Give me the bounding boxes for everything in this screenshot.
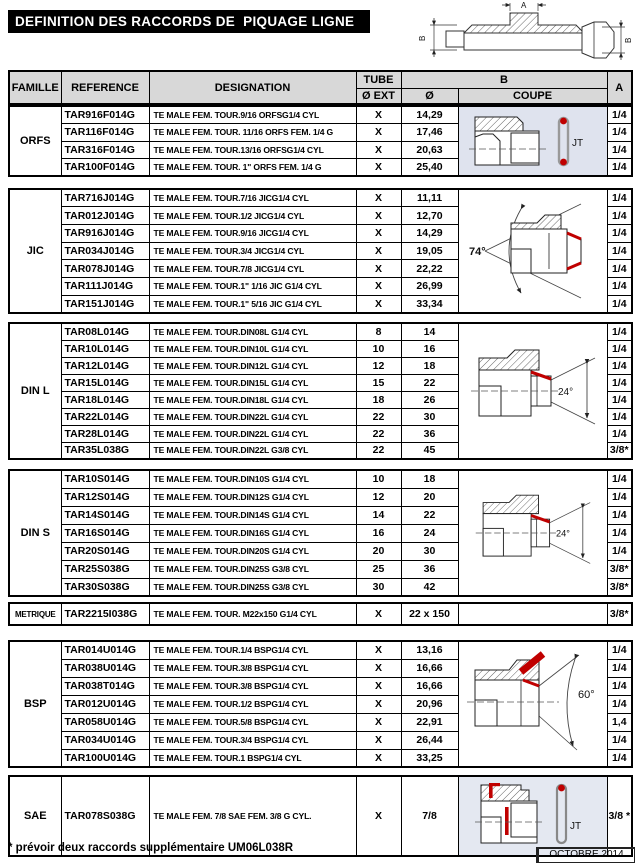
- reference-cell: TAR12L014G: [61, 357, 149, 374]
- seal-label: JT: [569, 821, 581, 832]
- col-header-designation: DESIGNATION: [149, 71, 356, 104]
- diameter-cell: 42: [401, 578, 458, 596]
- col-header-tube-ext: Ø EXT: [356, 88, 401, 104]
- col-header-reference: REFERENCE: [61, 71, 149, 104]
- a-cell: 1/4: [607, 260, 632, 278]
- diameter-cell: 20,96: [401, 695, 458, 713]
- diameter-cell: 22 x 150: [401, 603, 458, 625]
- diameter-cell: 36: [401, 425, 458, 442]
- tube-cell: X: [356, 641, 401, 659]
- reference-cell: TAR012U014G: [61, 695, 149, 713]
- tube-cell: X: [356, 242, 401, 260]
- tube-cell: 25: [356, 560, 401, 578]
- reference-cell: TAR10L014G: [61, 340, 149, 357]
- family-label-sae: SAE: [9, 776, 61, 856]
- tube-cell: X: [356, 260, 401, 278]
- tube-cell: 16: [356, 524, 401, 542]
- diameter-cell: 25,40: [401, 159, 458, 177]
- designation-cell: TE MALE FEM. TOUR.7/16 JICG1/4 CYL: [149, 189, 356, 207]
- reference-cell: TAR916F014G: [61, 106, 149, 124]
- a-cell: 1/4: [607, 323, 632, 340]
- diameter-cell: 18: [401, 357, 458, 374]
- designation-cell: TE MALE FEM. TOUR.DIN10L G1/4 CYL: [149, 340, 356, 357]
- tube-cell: 10: [356, 340, 401, 357]
- designation-cell: TE MALE FEM. TOUR.3/4 JICG1/4 CYL: [149, 242, 356, 260]
- tube-cell: X: [356, 776, 401, 856]
- tee-fitting-drawing: [417, 1, 637, 69]
- diameter-cell: 26,99: [401, 278, 458, 296]
- reference-cell: TAR316F014G: [61, 141, 149, 159]
- designation-cell: TE MALE FEM. TOUR.1" 1/16 JIC G1/4 CYL: [149, 278, 356, 296]
- a-cell: 3/8*: [607, 560, 632, 578]
- tube-cell: X: [356, 124, 401, 142]
- diameter-cell: 13,16: [401, 641, 458, 659]
- reference-cell: TAR100U014G: [61, 749, 149, 767]
- reference-cell: TAR16S014G: [61, 524, 149, 542]
- reference-cell: TAR28L014G: [61, 425, 149, 442]
- designation-cell: TE MALE FEM. TOUR.DIN15L G1/4 CYL: [149, 374, 356, 391]
- diameter-cell: 12,70: [401, 207, 458, 225]
- diameter-cell: 14,29: [401, 106, 458, 124]
- sae-coupe-drawing: [467, 779, 599, 853]
- designation-cell: TE MALE FEM. TOUR. 11/16 ORFS FEM. 1/4 G: [149, 124, 356, 142]
- designation-cell: TE MALE FEM. TOUR.DIN16S G1/4 CYL: [149, 524, 356, 542]
- diameter-cell: 45: [401, 442, 458, 459]
- footnote-text: * prévoir deux raccords supplémentaire: [8, 842, 228, 854]
- diameter-cell: 26: [401, 391, 458, 408]
- bsp-coupe-drawing: [459, 644, 606, 764]
- tube-cell: 8: [356, 323, 401, 340]
- footnote-reference-code: UM06L038R: [227, 842, 294, 854]
- diameter-cell: 22,91: [401, 713, 458, 731]
- o-ring-seal-icon: [557, 785, 566, 843]
- diameter-cell: 18: [401, 470, 458, 488]
- family-label-metrique: METRIQUE: [9, 603, 61, 625]
- table-row: [9, 641, 632, 659]
- designation-cell: TE MALE FEM. TOUR.DIN22L G1/4 CYL: [149, 425, 356, 442]
- reference-cell: TAR20S014G: [61, 542, 149, 560]
- a-cell: 1/4: [607, 141, 632, 159]
- col-header-b-diam: Ø: [401, 88, 458, 104]
- reference-cell: TAR916J014G: [61, 224, 149, 242]
- a-cell: 1/4: [607, 224, 632, 242]
- reference-cell: TAR100F014G: [61, 159, 149, 177]
- tube-cell: X: [356, 141, 401, 159]
- a-cell: 1/4: [607, 391, 632, 408]
- cone-angle-label: 60°: [578, 689, 595, 701]
- a-cell: 1/4: [607, 506, 632, 524]
- table-row: [9, 323, 632, 340]
- a-cell: 1/4: [607, 749, 632, 767]
- diameter-cell: 30: [401, 542, 458, 560]
- reference-cell: TAR034J014G: [61, 242, 149, 260]
- diameter-cell: 16,66: [401, 659, 458, 677]
- a-cell: 3/8*: [607, 578, 632, 596]
- tube-cell: 14: [356, 506, 401, 524]
- col-header-famille: FAMILLE: [9, 71, 61, 104]
- reference-cell: TAR111J014G: [61, 278, 149, 296]
- a-cell: 1/4: [607, 641, 632, 659]
- table-header: [8, 70, 633, 105]
- designation-cell: TE MALE FEM. TOUR.3/8 BSPG1/4 CYL: [149, 677, 356, 695]
- diameter-cell: 19,05: [401, 242, 458, 260]
- header-row-1: [9, 71, 632, 88]
- reference-cell: TAR18L014G: [61, 391, 149, 408]
- col-header-b: B: [401, 71, 607, 88]
- reference-cell: TAR716J014G: [61, 189, 149, 207]
- a-cell: 3/8*: [607, 442, 632, 459]
- a-cell: 1/4: [607, 488, 632, 506]
- family-label-din-s: DIN S: [9, 470, 61, 596]
- reference-cell: TAR078S038G: [61, 776, 149, 856]
- tube-cell: X: [356, 731, 401, 749]
- coupe-cell-metrique: [458, 603, 607, 625]
- table-row: [9, 106, 632, 124]
- a-cell: 1/4: [607, 278, 632, 296]
- designation-cell: TE MALE FEM. TOUR.1/2 BSPG1/4 CYL: [149, 695, 356, 713]
- tube-cell: X: [356, 207, 401, 225]
- diameter-cell: 22,22: [401, 260, 458, 278]
- section-orfs: [8, 105, 633, 177]
- designation-cell: TE MALE FEM. TOUR.DIN25S G3/8 CYL: [149, 560, 356, 578]
- diameter-cell: 20: [401, 488, 458, 506]
- diameter-cell: 22: [401, 506, 458, 524]
- tube-cell: 20: [356, 542, 401, 560]
- dim-b-left-label: B: [418, 35, 427, 41]
- a-cell: 3/8 *: [607, 776, 632, 856]
- designation-cell: TE MALE FEM. TOUR.13/16 ORFSG1/4 CYL: [149, 141, 356, 159]
- diameter-cell: 11,11: [401, 189, 458, 207]
- diameter-cell: 14: [401, 323, 458, 340]
- designation-cell: TE MALE FEM. TOUR.DIN22L G3/8 CYL: [149, 442, 356, 459]
- section-jic: [8, 188, 633, 314]
- page-title: DEFINITION DES RACCORDS DE PIQUAGE LIGNE: [8, 10, 370, 33]
- section-metrique: [8, 602, 633, 626]
- section-din-s: [8, 469, 633, 597]
- tube-cell: 22: [356, 425, 401, 442]
- family-label-jic: JIC: [9, 189, 61, 313]
- diameter-cell: 24: [401, 524, 458, 542]
- reference-cell: TAR014U014G: [61, 641, 149, 659]
- diameter-cell: 26,44: [401, 731, 458, 749]
- coupe-cell-bsp: [458, 641, 607, 767]
- reference-cell: TAR151J014G: [61, 295, 149, 313]
- designation-cell: TE MALE FEM. TOUR.1 BSPG1/4 CYL: [149, 749, 356, 767]
- reference-cell: TAR2215I038G: [61, 603, 149, 625]
- diameter-cell: 36: [401, 560, 458, 578]
- designation-cell: TE MALE FEM. TOUR.DIN18L G1/4 CYL: [149, 391, 356, 408]
- reference-cell: TAR15L014G: [61, 374, 149, 391]
- reference-cell: TAR116F014G: [61, 124, 149, 142]
- designation-cell: TE MALE FEM. TOUR.DIN10S G1/4 CYL: [149, 470, 356, 488]
- a-cell: 1/4: [607, 677, 632, 695]
- reference-cell: TAR12S014G: [61, 488, 149, 506]
- col-header-tube: TUBE: [356, 71, 401, 88]
- tube-cell: X: [356, 159, 401, 177]
- designation-cell: TE MALE FEM. TOUR.DIN12L G1/4 CYL: [149, 357, 356, 374]
- designation-cell: TE MALE FEM. TOUR. M22x150 G1/4 CYL: [149, 603, 356, 625]
- diameter-cell: 16,66: [401, 677, 458, 695]
- a-cell: 1/4: [607, 695, 632, 713]
- tube-cell: 18: [356, 391, 401, 408]
- reference-cell: TAR078J014G: [61, 260, 149, 278]
- orfs-coupe-drawing: [459, 109, 606, 173]
- designation-cell: TE MALE FEM. TOUR.1" 5/16 JIC G1/4 CYL: [149, 295, 356, 313]
- a-cell: 3/8*: [607, 603, 632, 625]
- a-cell: 1/4: [607, 524, 632, 542]
- designation-cell: TE MALE FEM. TOUR.5/8 BSPG1/4 CYL: [149, 713, 356, 731]
- diameter-cell: 14,29: [401, 224, 458, 242]
- a-cell: 1/4: [607, 425, 632, 442]
- raccords-table: [8, 70, 631, 863]
- footnote: [8, 842, 293, 854]
- reference-cell: TAR038T014G: [61, 677, 149, 695]
- tube-cell: 15: [356, 374, 401, 391]
- din-coupe-drawing: [459, 473, 606, 593]
- a-cell: 1/4: [607, 207, 632, 225]
- tee-fitting-diagram: [417, 1, 637, 69]
- cone-angle-label: 24°: [556, 528, 570, 539]
- a-cell: 1/4: [607, 340, 632, 357]
- tube-cell: X: [356, 189, 401, 207]
- dim-b-right-label: B: [624, 37, 633, 43]
- designation-cell: TE MALE FEM. TOUR.DIN14S G1/4 CYL: [149, 506, 356, 524]
- diameter-cell: 33,25: [401, 749, 458, 767]
- reference-cell: TAR034U014G: [61, 731, 149, 749]
- a-cell: 1/4: [607, 242, 632, 260]
- reference-cell: TAR35L038G: [61, 442, 149, 459]
- diameter-cell: 22: [401, 374, 458, 391]
- designation-cell: TE MALE FEM. TOUR.DIN25S G3/8 CYL: [149, 578, 356, 596]
- diameter-cell: 30: [401, 408, 458, 425]
- tube-cell: 30: [356, 578, 401, 596]
- a-cell: 1/4: [607, 470, 632, 488]
- family-label-bsp: BSP: [9, 641, 61, 767]
- a-cell: 1/4: [607, 159, 632, 177]
- col-header-a: A: [607, 71, 632, 104]
- coupe-cell-sae: [458, 776, 607, 856]
- a-cell: 1/4: [607, 659, 632, 677]
- reference-cell: TAR058U014G: [61, 713, 149, 731]
- diameter-cell: 7/8: [401, 776, 458, 856]
- reference-cell: TAR30S038G: [61, 578, 149, 596]
- designation-cell: TE MALE FEM. TOUR.DIN20S G1/4 CYL: [149, 542, 356, 560]
- a-cell: 1/4: [607, 106, 632, 124]
- tube-cell: X: [356, 278, 401, 296]
- cone-angle-label: 74°: [469, 246, 486, 258]
- coupe-cell-din-s: [458, 470, 607, 596]
- din-coupe-drawing: [459, 326, 606, 456]
- diameter-cell: 33,34: [401, 295, 458, 313]
- cone-angle-label: 24°: [558, 387, 574, 398]
- diameter-cell: 17,46: [401, 124, 458, 142]
- designation-cell: TE MALE FEM. TOUR.1/2 JICG1/4 CYL: [149, 207, 356, 225]
- a-cell: 1/4: [607, 731, 632, 749]
- designation-cell: TE MALE FEM. TOUR.7/8 JICG1/4 CYL: [149, 260, 356, 278]
- designation-cell: TE MALE FEM. TOUR.DIN22L G1/4 CYL: [149, 408, 356, 425]
- tube-cell: X: [356, 603, 401, 625]
- a-cell: 1/4: [607, 124, 632, 142]
- table-sections: [8, 105, 631, 857]
- coupe-cell-din-l: [458, 323, 607, 459]
- coupe-cell-orfs: [458, 106, 607, 176]
- o-ring-seal-icon: [559, 118, 568, 165]
- diameter-cell: 20,63: [401, 141, 458, 159]
- tube-cell: X: [356, 106, 401, 124]
- tube-cell: X: [356, 224, 401, 242]
- designation-cell: TE MALE FEM. TOUR.1/4 BSPG1/4 CYL: [149, 641, 356, 659]
- designation-cell: TE MALE FEM. 7/8 SAE FEM. 3/8 G CYL.: [149, 776, 356, 856]
- tube-cell: X: [356, 713, 401, 731]
- reference-cell: TAR012J014G: [61, 207, 149, 225]
- tube-cell: X: [356, 677, 401, 695]
- col-header-b-coupe: COUPE: [458, 88, 607, 104]
- reference-cell: TAR22L014G: [61, 408, 149, 425]
- a-cell: 1/4: [607, 189, 632, 207]
- family-label-din-l: DIN L: [9, 323, 61, 459]
- reference-cell: TAR25S038G: [61, 560, 149, 578]
- designation-cell: TE MALE FEM. TOUR. 1" ORFS FEM. 1/4 G: [149, 159, 356, 177]
- reference-cell: TAR08L014G: [61, 323, 149, 340]
- jic-coupe-drawing: [459, 192, 606, 310]
- section-din-l: [8, 322, 633, 460]
- table-row: [9, 470, 632, 488]
- a-cell: 1,4: [607, 713, 632, 731]
- reference-cell: TAR10S014G: [61, 470, 149, 488]
- a-cell: 1/4: [607, 374, 632, 391]
- a-cell: 1/4: [607, 357, 632, 374]
- reference-cell: TAR14S014G: [61, 506, 149, 524]
- section-bsp: [8, 640, 633, 768]
- a-cell: 1/4: [607, 295, 632, 313]
- designation-cell: TE MALE FEM. TOUR.9/16 ORFSG1/4 CYL: [149, 106, 356, 124]
- designation-cell: TE MALE FEM. TOUR.DIN12S G1/4 CYL: [149, 488, 356, 506]
- table-row: [9, 603, 632, 625]
- tube-cell: 12: [356, 357, 401, 374]
- date-box: OCTOBRE 2014: [536, 847, 635, 863]
- tube-cell: X: [356, 295, 401, 313]
- diameter-cell: 16: [401, 340, 458, 357]
- designation-cell: TE MALE FEM. TOUR.3/4 BSPG1/4 CYL: [149, 731, 356, 749]
- tube-cell: X: [356, 749, 401, 767]
- tube-cell: X: [356, 659, 401, 677]
- tube-cell: 22: [356, 442, 401, 459]
- table-row: [9, 189, 632, 207]
- tube-cell: X: [356, 695, 401, 713]
- tube-cell: 12: [356, 488, 401, 506]
- a-cell: 1/4: [607, 408, 632, 425]
- a-cell: 1/4: [607, 542, 632, 560]
- tube-cell: 10: [356, 470, 401, 488]
- family-label-orfs: ORFS: [9, 106, 61, 176]
- designation-cell: TE MALE FEM. TOUR.DIN08L G1/4 CYL: [149, 323, 356, 340]
- coupe-cell-jic: [458, 189, 607, 313]
- designation-cell: TE MALE FEM. TOUR.3/8 BSPG1/4 CYL: [149, 659, 356, 677]
- tube-cell: 22: [356, 408, 401, 425]
- designation-cell: TE MALE FEM. TOUR.9/16 JICG1/4 CYL: [149, 224, 356, 242]
- dim-a-label: A: [521, 1, 527, 10]
- reference-cell: TAR038U014G: [61, 659, 149, 677]
- seal-label: JT: [572, 138, 584, 149]
